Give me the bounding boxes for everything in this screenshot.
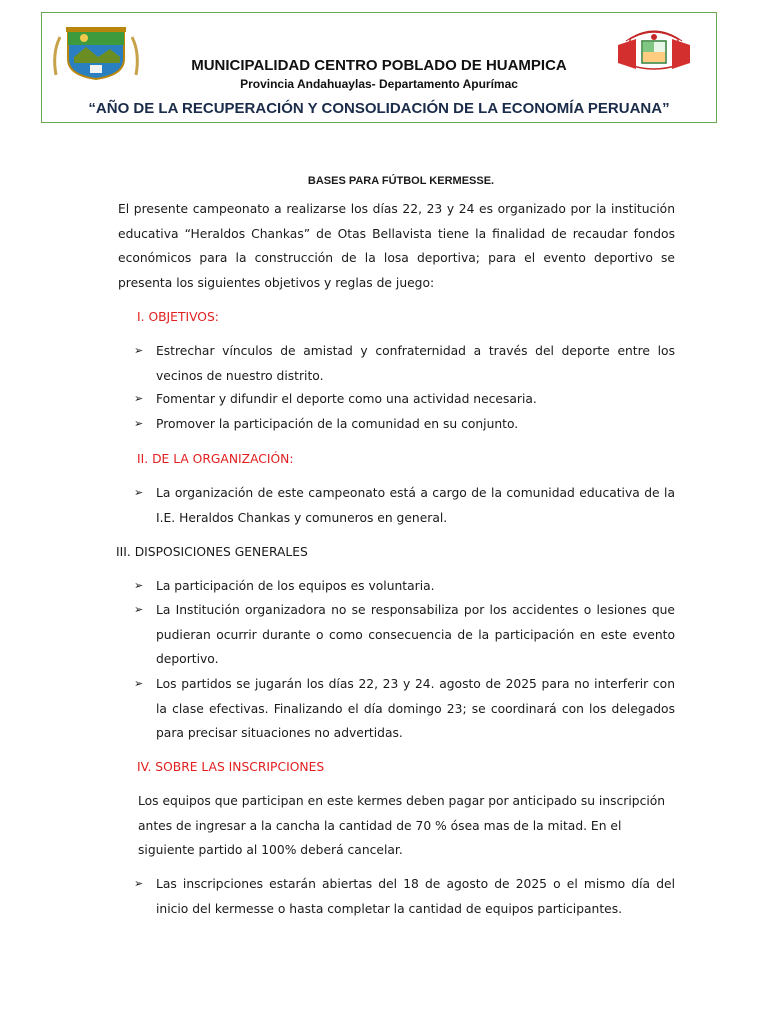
arrow-bullet-icon: ➢	[134, 486, 144, 499]
list-item-text: La organización de este campeonato está a cargo de la comunidad educativa de la I.E. Heraldos Chankas y comuneros en general.	[156, 486, 675, 525]
list-item	[134, 598, 675, 672]
list-item	[134, 412, 675, 437]
year-motto: “AÑO DE LA RECUPERACIÓN Y CONSOLIDACIÓN DE LA ECONOMÍA PERUANA”	[88, 100, 670, 117]
arrow-bullet-icon: ➢	[134, 603, 144, 616]
section-heading-general-provisions: III. DISPOSICIONES GENERALES	[116, 545, 308, 559]
list-item	[134, 481, 675, 530]
intro-paragraph: El presente campeonato a realizarse los días 22, 23 y 24 es organizado por la institución educativa “Heraldos Chankas” de Otas Bellavista tiene la finalidad de recaudar fondos económicos para la construcción de la losa deportiva; para el evento deportivo se presenta los siguientes objetivos y reglas de juego:	[118, 202, 675, 290]
arrow-bullet-icon: ➢	[134, 677, 144, 690]
municipality-name: MUNICIPALIDAD CENTRO POBLADO DE HUAMPICA	[191, 57, 567, 74]
list-item-text: La Institución organizadora no se responsabiliza por los accidentes o lesiones que pudieran ocurrir durante o como consecuencia de la participación en este evento deportivo.	[156, 603, 675, 666]
list-item-text: Las inscripciones estarán abiertas del 18 de agosto de 2025 o el mismo día del inicio del kermesse o hasta completar la cantidad de equipos participantes.	[156, 877, 675, 916]
province-department: Provincia Andahuaylas- Departamento Apurímac	[240, 77, 518, 91]
list-item-text: Promover la participación de la comunidad en su conjunto.	[156, 417, 519, 431]
list-item	[134, 672, 675, 746]
arrow-bullet-icon: ➢	[134, 417, 144, 430]
arrow-bullet-icon: ➢	[134, 344, 144, 357]
list-item	[134, 339, 675, 388]
section-heading-organization: II. DE LA ORGANIZACIÓN:	[137, 452, 294, 466]
list-item-text: La participación de los equipos es voluntaria.	[156, 579, 435, 593]
list-item-text: Fomentar y difundir el deporte como una actividad necesaria.	[156, 392, 537, 406]
list-item	[134, 387, 675, 412]
registration-paragraph: Los equipos que participan en este kermes deben pagar por anticipado su inscripción antes de ingresar a la cancha la cantidad de 70 % ósea mas de la mitad. En el siguiente partido al 100% deberá cancelar.	[138, 794, 666, 857]
list-item-text: Estrechar vínculos de amistad y confraternidad a través del deporte entre los vecinos de nuestro distrito.	[156, 344, 675, 383]
list-item	[134, 872, 675, 921]
section-heading-registrations: IV. SOBRE LAS INSCRIPCIONES	[137, 760, 325, 774]
arrow-bullet-icon: ➢	[134, 579, 144, 592]
letterhead	[41, 12, 717, 123]
arrow-bullet-icon: ➢	[134, 392, 144, 405]
section-heading-objectives: I. OBJETIVOS:	[137, 310, 219, 324]
document-title: BASES PARA FÚTBOL KERMESSE.	[307, 175, 495, 187]
list-item-text: Los partidos se jugarán los días 22, 23 y 24. agosto de 2025 para no interferir con la clase efectivas. Finalizando el día domingo 23; se coordinará con los delegados para precisar situaciones no advertidas.	[156, 677, 675, 740]
list-item	[134, 574, 675, 599]
arrow-bullet-icon: ➢	[134, 877, 144, 890]
